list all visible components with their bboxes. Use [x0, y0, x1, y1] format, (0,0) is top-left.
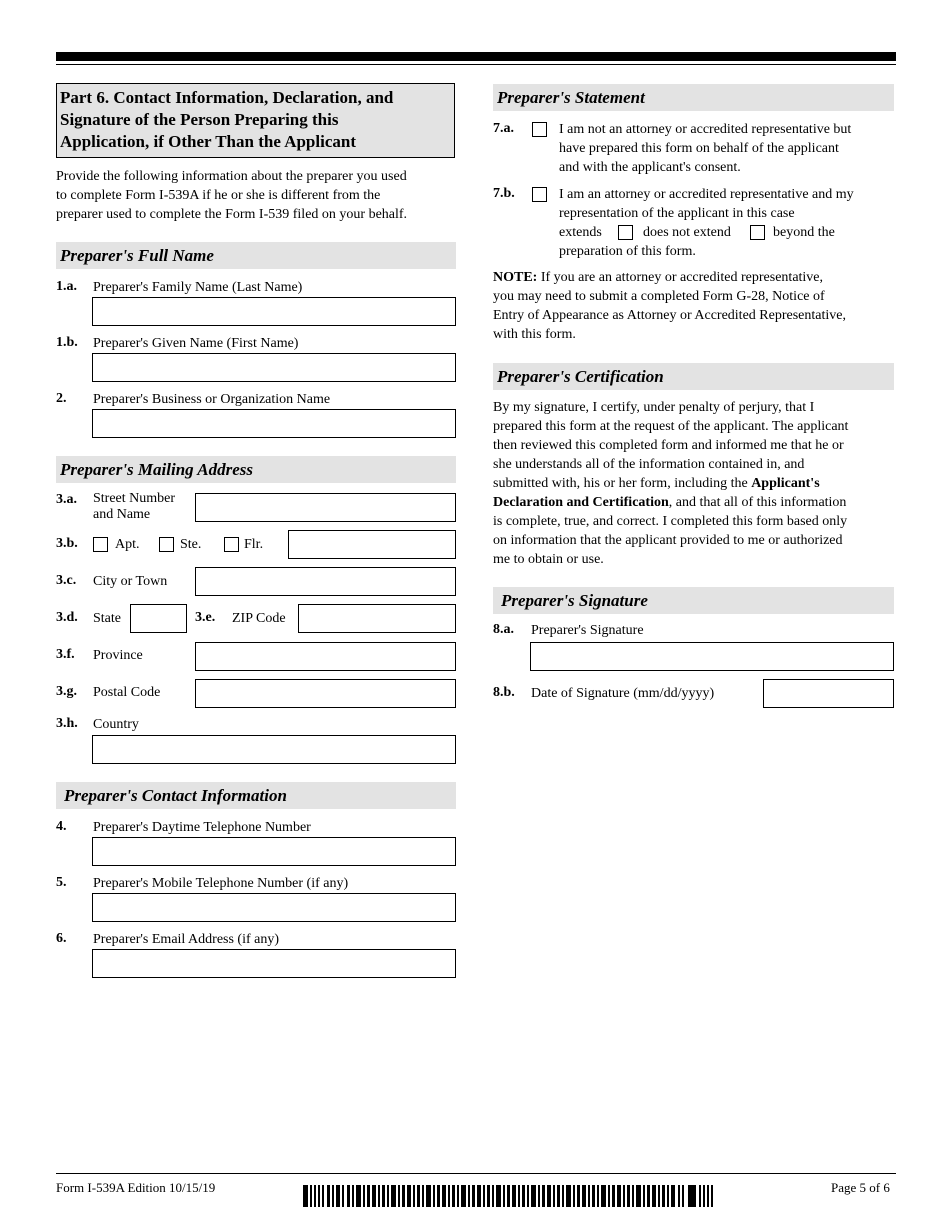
q7a-number: 7.a. [493, 121, 514, 136]
q3c-label: City or Town [93, 574, 168, 589]
apt-label: Apt. [115, 537, 140, 552]
flr-label: Flr. [244, 537, 264, 552]
footer-page-number: Page 5 of 6 [831, 1180, 890, 1195]
note-text: NOTE: If you are an attorney or accredited representative, you may need to submit a completed Form G-28, Notice of Entry of Appearance as Attorney or Accredited Representative, with this form. [493, 270, 846, 342]
q3d-label: State [93, 611, 121, 626]
signature-input[interactable] [530, 642, 894, 671]
daytime-phone-input[interactable] [92, 837, 456, 866]
q2-label: Preparer's Business or Organization Name [93, 392, 331, 407]
footer-form-edition: Form I-539A Edition 10/15/19 [56, 1180, 216, 1195]
q3h-number: 3.h. [56, 716, 78, 731]
q1b-label: Preparer's Given Name (First Name) [93, 336, 299, 351]
country-input[interactable] [92, 735, 456, 764]
mailing-heading: Preparer's Mailing Address [56, 456, 456, 483]
signature-date-input[interactable] [763, 679, 894, 708]
barcode-image [303, 1185, 713, 1207]
q7b-line4: preparation of this form. [559, 244, 696, 259]
q3e-number: 3.e. [195, 610, 216, 625]
q3b-number: 3.b. [56, 536, 78, 551]
top-thick-rule [56, 52, 896, 61]
q3f-label: Province [93, 648, 143, 663]
business-name-input[interactable] [92, 409, 456, 438]
beyond-label: beyond the [773, 225, 835, 240]
family-name-input[interactable] [92, 297, 456, 326]
q7b-number: 7.b. [493, 186, 515, 201]
q8a-number: 8.a. [493, 622, 514, 637]
q2-number: 2. [56, 391, 67, 406]
mobile-phone-input[interactable] [92, 893, 456, 922]
postal-code-input[interactable] [195, 679, 456, 708]
part6-title: Part 6. Contact Information, Declaration, and Signature of the Person Preparing this Application, if Other Than the Applicant [56, 83, 455, 158]
q3d-number: 3.d. [56, 610, 78, 625]
q7a-text: I am not an attorney or accredited representative but have prepared this form on behalf of the applicant and with the applicant's consent. [559, 122, 852, 175]
q5-number: 5. [56, 875, 67, 890]
q3c-number: 3.c. [56, 573, 77, 588]
statement-heading: Preparer's Statement [493, 84, 894, 111]
email-input[interactable] [92, 949, 456, 978]
apt-checkbox[interactable] [93, 537, 108, 552]
footer-rule [56, 1173, 896, 1174]
attorney-checkbox[interactable] [532, 187, 547, 202]
q6-number: 6. [56, 931, 67, 946]
contact-heading: Preparer's Contact Information [56, 782, 456, 809]
q5-label: Preparer's Mobile Telephone Number (if any) [93, 876, 349, 891]
q4-number: 4. [56, 819, 67, 834]
q1a-label: Preparer's Family Name (Last Name) [93, 280, 303, 295]
part6-intro: Provide the following information about the preparer you used to complete Form I-539A if he or she is different from the preparer used to complete the Form I-539 filed on your behalf. [56, 169, 408, 222]
q3a-number: 3.a. [56, 492, 77, 507]
q7b-text: I am an attorney or accredited representative and my representation of the applicant in this case [559, 187, 854, 221]
q3e-label: ZIP Code [232, 611, 286, 626]
barcode-graphic [303, 1185, 713, 1207]
ste-label: Ste. [180, 537, 202, 552]
q1a-number: 1.a. [56, 279, 77, 294]
q3a-label: Street Number and Name [93, 491, 176, 522]
zip-input[interactable] [298, 604, 456, 633]
q8b-number: 8.b. [493, 685, 515, 700]
q3f-number: 3.f. [56, 647, 75, 662]
given-name-input[interactable] [92, 353, 456, 382]
extends-checkbox[interactable] [618, 225, 633, 240]
does-not-extend-checkbox[interactable] [750, 225, 765, 240]
certification-text: By my signature, I certify, under penalty of perjury, that I prepared this form at the request of the applicant. The applicant then reviewed this completed form and informed me that he or she understands all of the information contained in, and submitted with, his or her form, including the Applicant's Declaration and Certification, and that all of this information is complete, true, and correct. I completed this form based only on information that the applicant provided to me or authorized me to obtain or use. [493, 400, 849, 567]
province-input[interactable] [195, 642, 456, 671]
state-select[interactable] [130, 604, 187, 633]
q3h-label: Country [93, 717, 139, 732]
q3g-number: 3.g. [56, 684, 77, 699]
unit-number-input[interactable] [288, 530, 456, 559]
q8a-label: Preparer's Signature [531, 623, 644, 638]
does-not-extend-label: does not extend [643, 225, 731, 240]
ste-checkbox[interactable] [159, 537, 174, 552]
q3g-label: Postal Code [93, 685, 161, 700]
q8b-label: Date of Signature (mm/dd/yyyy) [531, 686, 715, 701]
q6-label: Preparer's Email Address (if any) [93, 932, 280, 947]
signature-heading: Preparer's Signature [493, 587, 894, 614]
certification-heading: Preparer's Certification [493, 363, 894, 390]
q4-label: Preparer's Daytime Telephone Number [93, 820, 311, 835]
top-thin-rule [56, 64, 896, 65]
flr-checkbox[interactable] [224, 537, 239, 552]
q1b-number: 1.b. [56, 335, 78, 350]
extends-label: extends [559, 225, 602, 240]
not-attorney-checkbox[interactable] [532, 122, 547, 137]
full-name-heading: Preparer's Full Name [56, 242, 456, 269]
city-input[interactable] [195, 567, 456, 596]
street-input[interactable] [195, 493, 456, 522]
